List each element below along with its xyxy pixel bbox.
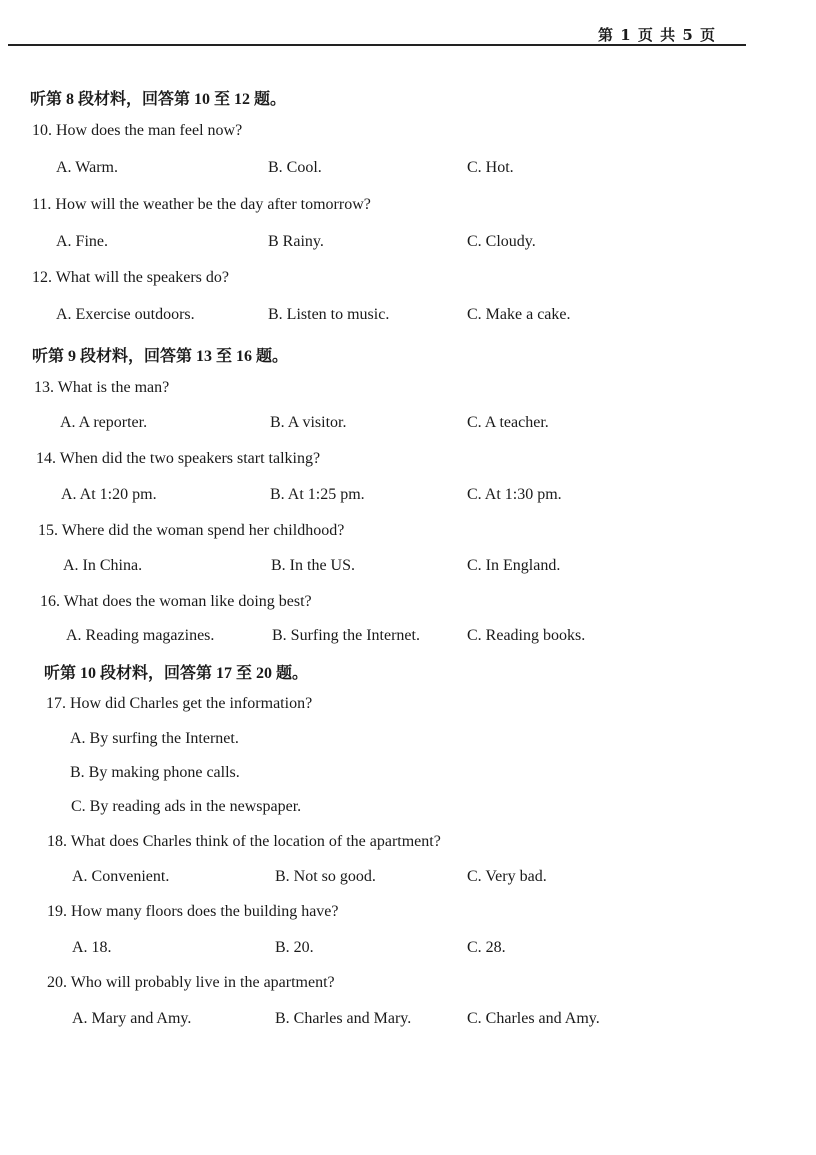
q14-option-b: B. At 1:25 pm. xyxy=(270,486,365,503)
section-heading-9: 听第 9 段材料，回答第 13 至 16 题。 xyxy=(32,348,289,365)
q18-option-a: A. Convenient. xyxy=(72,868,170,885)
q16-option-a: A. Reading magazines. xyxy=(66,627,215,644)
question-17: 17. How did Charles get the information? xyxy=(46,695,313,712)
header-divider xyxy=(8,44,746,46)
question-10: 10. How does the man feel now? xyxy=(32,122,243,139)
q15-option-a: A. In China. xyxy=(63,557,143,574)
q18-option-c: C. Very bad. xyxy=(467,868,547,885)
q16-option-c: C. Reading books. xyxy=(467,627,586,644)
question-11: 11. How will the weather be the day after tomorrow? xyxy=(32,196,371,213)
section-heading-10: 听第 10 段材料，回答第 17 至 20 题。 xyxy=(44,665,309,682)
q17-option-c: C. By reading ads in the newspaper. xyxy=(71,798,302,815)
question-20: 20. Who will probably live in the apartment? xyxy=(47,974,335,991)
question-19: 19. How many floors does the building have? xyxy=(47,903,339,920)
q18-option-b: B. Not so good. xyxy=(275,868,376,885)
q19-option-a: A. 18. xyxy=(72,939,112,956)
q20-option-a: A. Mary and Amy. xyxy=(72,1010,192,1027)
q15-option-b: B. In the US. xyxy=(271,557,355,574)
q11-option-b: B Rainy. xyxy=(268,233,324,250)
section-heading-8: 听第 8 段材料，回答第 10 至 12 题。 xyxy=(30,91,287,108)
q10-option-a: A. Warm. xyxy=(56,159,118,176)
q11-option-a: A. Fine. xyxy=(56,233,108,250)
q20-option-b: B. Charles and Mary. xyxy=(275,1010,412,1027)
q19-option-c: C. 28. xyxy=(467,939,506,956)
q13-option-a: A. A reporter. xyxy=(60,414,148,431)
question-18: 18. What does Charles think of the location of the apartment? xyxy=(47,833,441,850)
q13-option-b: B. A visitor. xyxy=(270,414,347,431)
q11-option-c: C. Cloudy. xyxy=(467,233,536,250)
q14-option-a: A. At 1:20 pm. xyxy=(61,486,157,503)
question-12: 12. What will the speakers do? xyxy=(32,269,229,286)
q19-option-b: B. 20. xyxy=(275,939,314,956)
question-13: 13. What is the man? xyxy=(34,379,170,396)
q16-option-b: B. Surfing the Internet. xyxy=(272,627,420,644)
page-number-header: 第 1 页 共 5 页 xyxy=(598,26,716,44)
q17-option-b: B. By making phone calls. xyxy=(70,764,240,781)
q10-option-b: B. Cool. xyxy=(268,159,322,176)
q17-option-a: A. By surfing the Internet. xyxy=(70,730,239,747)
q10-option-c: C. Hot. xyxy=(467,159,514,176)
q14-option-c: C. At 1:30 pm. xyxy=(467,486,562,503)
q12-option-a: A. Exercise outdoors. xyxy=(56,306,195,323)
question-16: 16. What does the woman like doing best? xyxy=(40,593,312,610)
q12-option-c: C. Make a cake. xyxy=(467,306,571,323)
question-14: 14. When did the two speakers start talking? xyxy=(36,450,321,467)
q20-option-c: C. Charles and Amy. xyxy=(467,1010,600,1027)
q13-option-c: C. A teacher. xyxy=(467,414,549,431)
question-15: 15. Where did the woman spend her childhood? xyxy=(38,522,345,539)
q12-option-b: B. Listen to music. xyxy=(268,306,390,323)
q15-option-c: C. In England. xyxy=(467,557,561,574)
